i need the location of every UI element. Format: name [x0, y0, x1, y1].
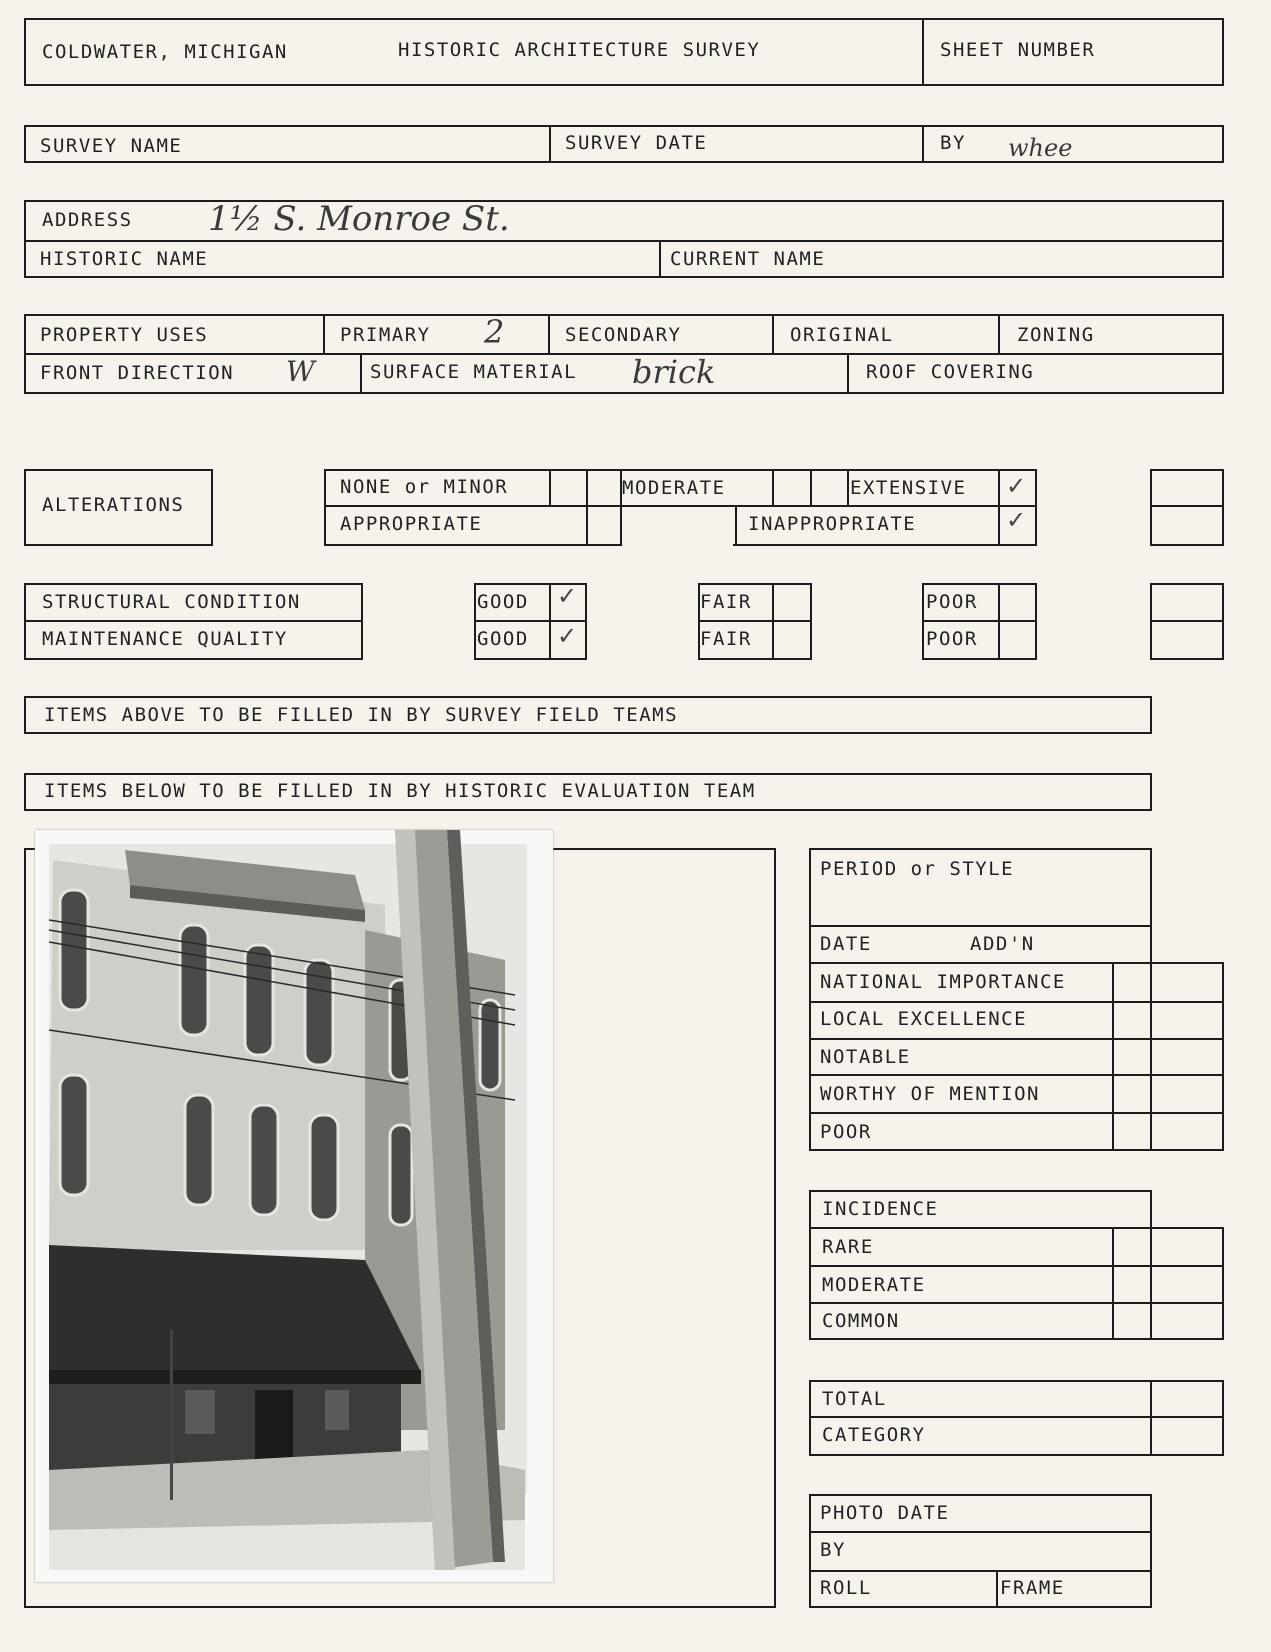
original-label: ORIGINAL	[790, 324, 894, 346]
property-divider	[24, 353, 1224, 355]
common-label: COMMON	[822, 1310, 900, 1332]
eval-line-3	[809, 1001, 1224, 1003]
alt-v7	[735, 505, 737, 546]
local-excellence-label: LOCAL EXCELLENCE	[820, 1008, 1028, 1030]
alt-v5	[810, 469, 812, 505]
photo-info-line-1	[809, 1531, 1152, 1533]
inc-line-4	[1112, 1338, 1224, 1340]
sheet-number-field[interactable]	[1100, 30, 1210, 70]
alt-gap-cover	[622, 507, 733, 548]
eval-line-5	[809, 1074, 1224, 1076]
inc-line-1	[809, 1227, 1224, 1229]
property-v2	[548, 314, 550, 353]
property-v4	[998, 314, 1000, 353]
structural-poor-box[interactable]	[1000, 585, 1035, 618]
building-photo	[35, 830, 553, 1582]
sheet-number-label: SHEET NUMBER	[940, 39, 1096, 61]
front-direction-value[interactable]: W	[286, 355, 315, 388]
zoning-label: ZONING	[1017, 324, 1095, 346]
maintenance-good-check[interactable]: ✓	[557, 622, 578, 650]
date-label: DATE	[820, 933, 872, 955]
historic-name-label: HISTORIC NAME	[40, 248, 209, 270]
eval-line-4	[809, 1038, 1224, 1040]
current-name-label: CURRENT NAME	[670, 248, 826, 270]
roll-label: ROLL	[820, 1577, 872, 1599]
alt-inappropriate-label: INAPPROPRIATE	[748, 513, 917, 535]
condition-score-mid	[1150, 620, 1224, 622]
photo-date-label: PHOTO DATE	[820, 1502, 950, 1524]
survey-divider-1	[549, 125, 551, 163]
inc-line-3	[809, 1302, 1224, 1304]
alt-moderate-box[interactable]	[774, 471, 808, 504]
secondary-label: SECONDARY	[565, 324, 682, 346]
inc-moderate-label: MODERATE	[822, 1274, 926, 1296]
survey-by-value[interactable]: whee	[1008, 134, 1073, 162]
structural-good-check[interactable]: ✓	[557, 582, 578, 610]
alt-v8	[998, 469, 1000, 546]
note-below: ITEMS BELOW TO BE FILLED IN BY HISTORIC EVALUATION TEAM	[44, 780, 756, 802]
survey-divider-2	[922, 125, 924, 163]
note-above: ITEMS ABOVE TO BE FILLED IN BY SURVEY FIELD TEAMS	[44, 704, 679, 726]
category-label: CATEGORY	[822, 1424, 926, 1446]
alt-v6	[847, 469, 849, 505]
inc-v-score	[1112, 1227, 1114, 1340]
address-divider-v	[659, 240, 661, 278]
alt-appropriate-label: APPROPRIATE	[340, 513, 483, 535]
primary-label: PRIMARY	[340, 324, 431, 346]
location-label: COLDWATER, MICHIGAN	[42, 41, 288, 63]
structural-good-label: GOOD	[477, 591, 529, 613]
addn-label: ADD'N	[970, 933, 1035, 955]
structural-fair-label: FAIR	[700, 591, 752, 613]
maintenance-poor-box[interactable]	[1000, 622, 1035, 658]
evaluation-box	[809, 848, 1152, 1151]
alterations-score-mid	[1150, 505, 1224, 507]
maintenance-quality-label: MAINTENANCE QUALITY	[42, 628, 288, 650]
eval-v-right	[1222, 962, 1224, 1151]
eval-line-2	[809, 962, 1224, 964]
address-value[interactable]: 1½ S. Monroe St.	[208, 199, 510, 239]
alt-inappropriate-check[interactable]: ✓	[1006, 506, 1027, 534]
roof-covering-label: ROOF COVERING	[866, 361, 1035, 383]
eval-line-1	[809, 925, 1152, 927]
property-v3	[772, 314, 774, 353]
totals-v	[1150, 1380, 1152, 1456]
rare-label: RARE	[822, 1236, 874, 1258]
structural-condition-label: STRUCTURAL CONDITION	[42, 591, 301, 613]
photo-by-label: BY	[820, 1539, 846, 1561]
inc-v-right	[1222, 1227, 1224, 1340]
maintenance-poor-label: POOR	[926, 628, 978, 650]
eval-v-score	[1112, 962, 1114, 1151]
notable-label: NOTABLE	[820, 1046, 911, 1068]
maintenance-good-label: GOOD	[477, 628, 529, 650]
alterations-score-box	[1150, 469, 1224, 546]
alt-extensive-check[interactable]: ✓	[1006, 472, 1027, 500]
alt-none-minor-box[interactable]	[551, 471, 584, 504]
eval-line-6	[809, 1112, 1224, 1114]
eval-line-7	[1112, 1149, 1224, 1151]
alt-none-minor-label: NONE or MINOR	[340, 476, 509, 498]
photo-info-v	[996, 1570, 998, 1608]
condition-label-mid	[24, 620, 363, 622]
survey-by-label: BY	[940, 132, 966, 154]
structural-fair-box[interactable]	[774, 585, 810, 618]
inc-line-2	[809, 1265, 1224, 1267]
primary-value[interactable]: 2	[484, 313, 505, 351]
property-v6	[847, 353, 849, 394]
worthy-of-mention-label: WORTHY OF MENTION	[820, 1083, 1040, 1105]
total-label: TOTAL	[822, 1388, 887, 1410]
survey-date-label: SURVEY DATE	[565, 132, 708, 154]
alt-moderate-label: MODERATE	[622, 477, 726, 499]
alterations-label: ALTERATIONS	[42, 494, 185, 516]
survey-name-label: SURVEY NAME	[40, 135, 183, 157]
form-title: HISTORIC ARCHITECTURE SURVEY	[398, 39, 761, 61]
national-importance-label: NATIONAL IMPORTANCE	[820, 971, 1066, 993]
building-photo-image	[35, 830, 553, 1582]
address-divider	[24, 240, 1224, 242]
good-v	[549, 583, 551, 660]
property-v1	[323, 314, 325, 353]
photo-info-line-2	[809, 1570, 1152, 1572]
structural-poor-label: POOR	[926, 591, 978, 613]
alt-appropriate-box[interactable]	[588, 507, 618, 544]
incidence-label: INCIDENCE	[822, 1198, 939, 1220]
totals-mid	[809, 1416, 1224, 1418]
surface-material-label: SURFACE MATERIAL	[370, 361, 578, 383]
front-direction-label: FRONT DIRECTION	[40, 362, 235, 384]
header-divider	[922, 18, 924, 86]
property-uses-label: PROPERTY USES	[40, 324, 209, 346]
alt-extensive-label: EXTENSIVE	[850, 477, 967, 499]
property-v5	[360, 353, 362, 394]
period-style-label: PERIOD or STYLE	[820, 858, 1015, 880]
maintenance-fair-box[interactable]	[774, 622, 810, 658]
address-label: ADDRESS	[42, 209, 133, 231]
surface-material-value[interactable]: brick	[632, 353, 716, 391]
eval-poor-label: POOR	[820, 1121, 872, 1143]
maintenance-fair-label: FAIR	[700, 628, 752, 650]
frame-label: FRAME	[1000, 1577, 1065, 1599]
